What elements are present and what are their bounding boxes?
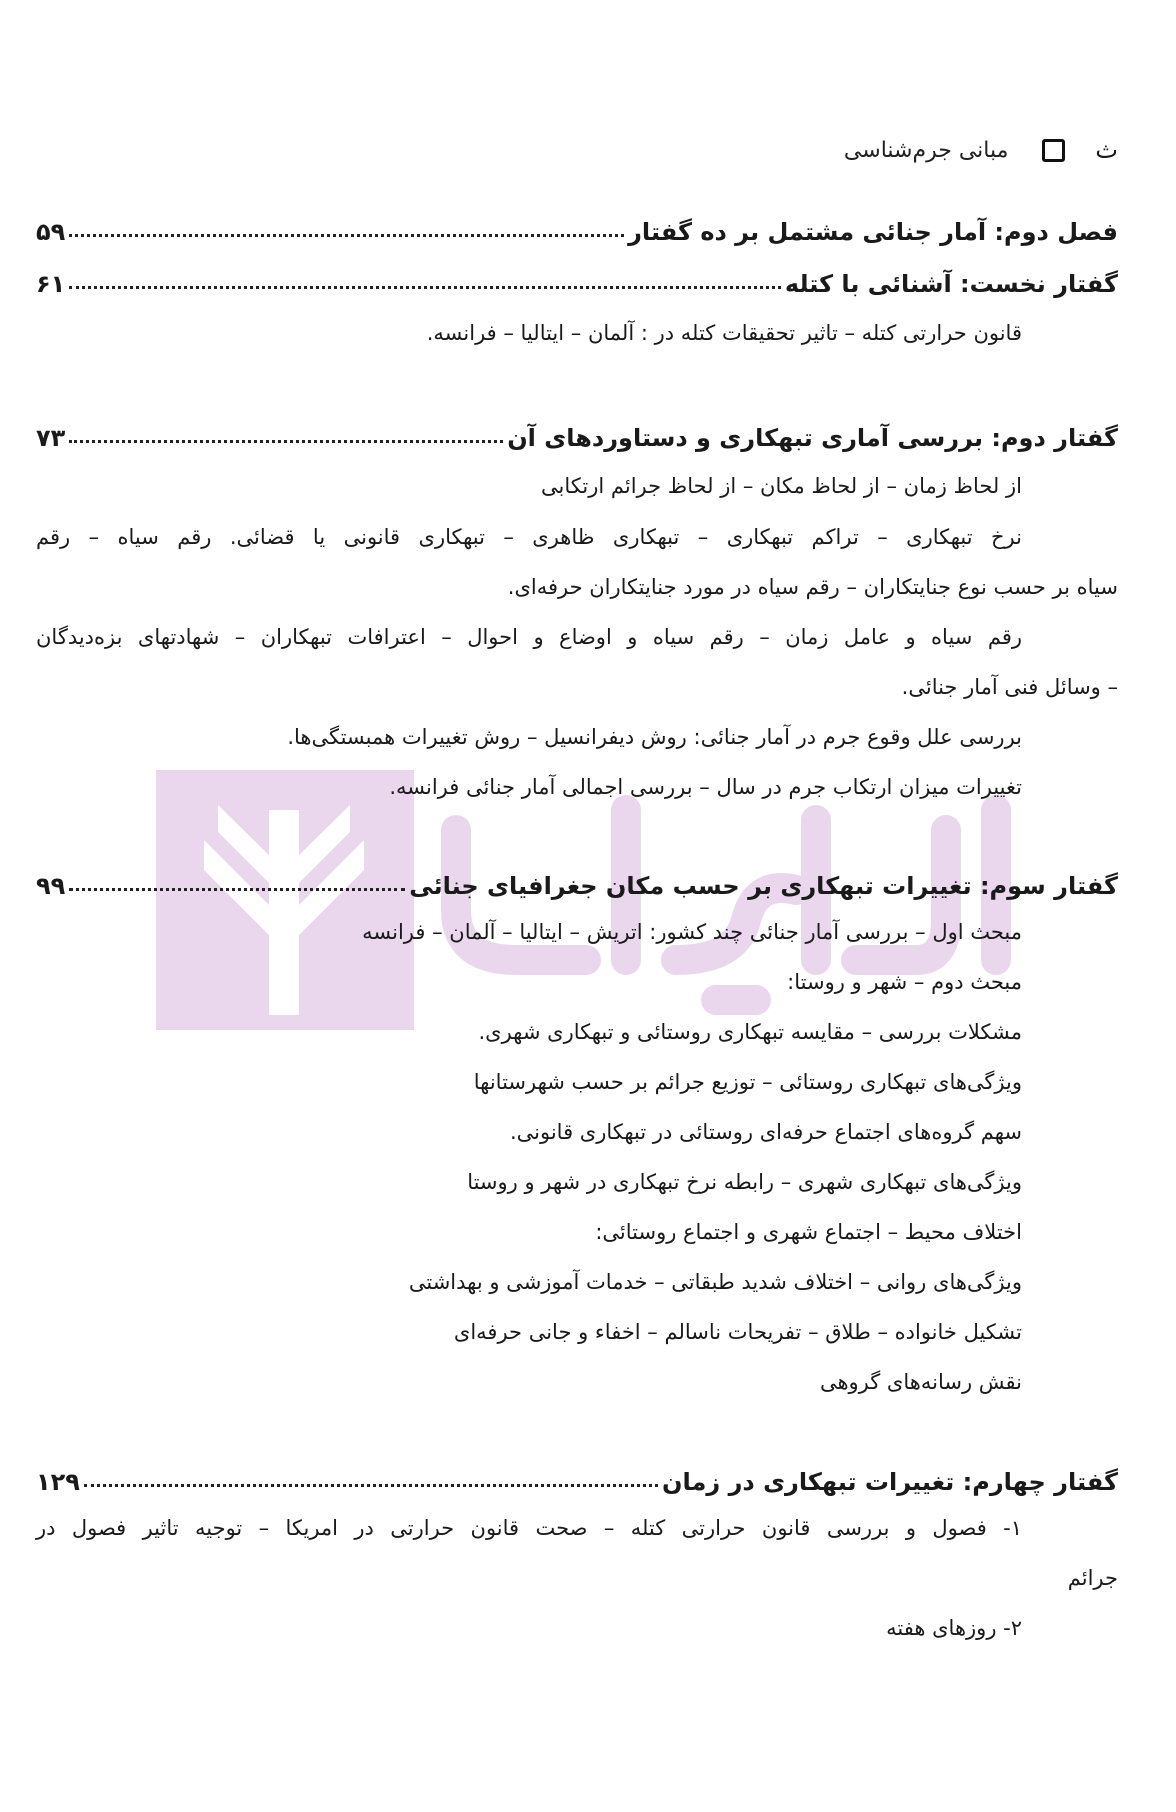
toc-subline: بررسی علل وقوع جرم در آمار جنائی: روش دیفرانسیل – روش تغییرات همبستگی‌ها. xyxy=(287,725,1022,749)
toc-subline: نرخ تبهکاری – تراکم تبهکاری – تبهکاری ظاهری – تبهکاری قانونی یا قضائی. رقم سیاه – رقم xyxy=(36,525,1022,549)
dot-leader xyxy=(69,440,503,443)
toc-subline: ویژگی‌های تبهکاری شهری – رابطه نرخ تبهکاری در شهر و روستا xyxy=(467,1170,1022,1194)
toc-entry-title: گفتار دوم: بررسی آماری تبهکاری و دستاوردهای آن xyxy=(507,424,1118,452)
toc-subline: – وسائل فنی آمار جنائی. xyxy=(901,675,1118,699)
toc-page-number: ۹۹ xyxy=(36,872,66,900)
dot-leader xyxy=(69,888,405,891)
toc-subline: ۲- روزهای هفته xyxy=(886,1616,1022,1640)
toc-subline: ویژگی‌های تبهکاری روستائی – توزیع جرائم بر حسب شهرستانها xyxy=(473,1070,1022,1094)
dot-leader xyxy=(69,286,781,289)
toc-subline: مشکلات بررسی – مقایسه تبهکاری روستائی و تبهکاری شهری. xyxy=(478,1020,1022,1044)
toc-subline: ۱- فصول و بررسی قانون حرارتی کتله – صحت قانون حرارتی در امریکا – توجیه تاثیر فصول در xyxy=(36,1516,1022,1540)
toc-page-number: ۷۳ xyxy=(36,424,66,452)
toc-entry-title: فصل دوم: آمار جنائی مشتمل بر ده گفتار xyxy=(628,218,1118,246)
running-title: مبانی جرم‌شناسی xyxy=(843,137,1009,163)
toc-entry-title: گفتار نخست: آشنائی با کتله xyxy=(784,270,1118,298)
toc-page-number: ۵۹ xyxy=(36,218,66,246)
toc-subline: سهم گروه‌های اجتماع حرفه‌ای روستائی در تبهکاری قانونی. xyxy=(509,1120,1022,1144)
toc-subline: ویژگی‌های روانی – اختلاف شدید طبقاتی – خدمات آموزشی و بهداشتی xyxy=(408,1270,1022,1294)
toc-entry-title: گفتار چهارم: تغییرات تبهکاری در زمان xyxy=(662,1468,1118,1496)
square-bullet-icon xyxy=(1042,139,1065,162)
page-header xyxy=(844,128,1118,172)
toc-page-number: ۶۱ xyxy=(36,270,66,298)
toc-entry-section-1 xyxy=(36,258,1118,298)
toc-subline: رقم سیاه و عامل زمان – رقم سیاه و اوضاع و احوال – اعترافات تبهکاران – شهادتهای بزه‌دیدگان xyxy=(36,625,1022,649)
toc-page-number: ۱۲۹ xyxy=(36,1468,80,1496)
toc-subline: تغییرات میزان ارتکاب جرم در سال – بررسی اجمالی آمار جنائی فرانسه. xyxy=(389,775,1022,799)
toc-subline: سیاه بر حسب نوع جنایتکاران – رقم سیاه در مورد جنایتکاران حرفه‌ای. xyxy=(507,575,1118,599)
toc-entry-section-3 xyxy=(36,860,1118,900)
toc-subline: مبحث دوم – شهر و روستا: xyxy=(787,970,1022,994)
toc-entry-section-2 xyxy=(36,412,1118,452)
dot-leader xyxy=(69,234,624,237)
toc-subline: قانون حرارتی کتله – تاثیر تحقیقات کتله در : آلمان – ایتالیا – فرانسه. xyxy=(426,321,1022,345)
toc-entry-title: گفتار سوم: تغییرات تبهکاری بر حسب مکان جغرافیای جنائی xyxy=(409,872,1118,900)
toc-subline: مبحث اول – بررسی آمار جنائی چند کشور: اتریش – ایتالیا – آلمان – فرانسه xyxy=(362,920,1022,944)
dot-leader xyxy=(84,1484,658,1487)
toc-subline: تشکیل خانواده – طلاق – تفریحات ناسالم – اخفاء و جانی حرفه‌ای xyxy=(453,1320,1022,1344)
toc-subline: اختلاف محیط – اجتماع شهری و اجتماع روستائی: xyxy=(595,1220,1022,1244)
toc-subline: نقش رسانه‌های گروهی xyxy=(819,1370,1022,1394)
page-letter: ث xyxy=(1095,136,1118,164)
toc-subline: از لحاظ زمان – از لحاظ مکان – از لحاظ جرائم ارتکابی xyxy=(541,474,1022,498)
toc-entry-chapter-2 xyxy=(36,206,1118,246)
toc-subline: جرائم xyxy=(1067,1566,1118,1590)
toc-entry-section-4 xyxy=(36,1456,1118,1496)
